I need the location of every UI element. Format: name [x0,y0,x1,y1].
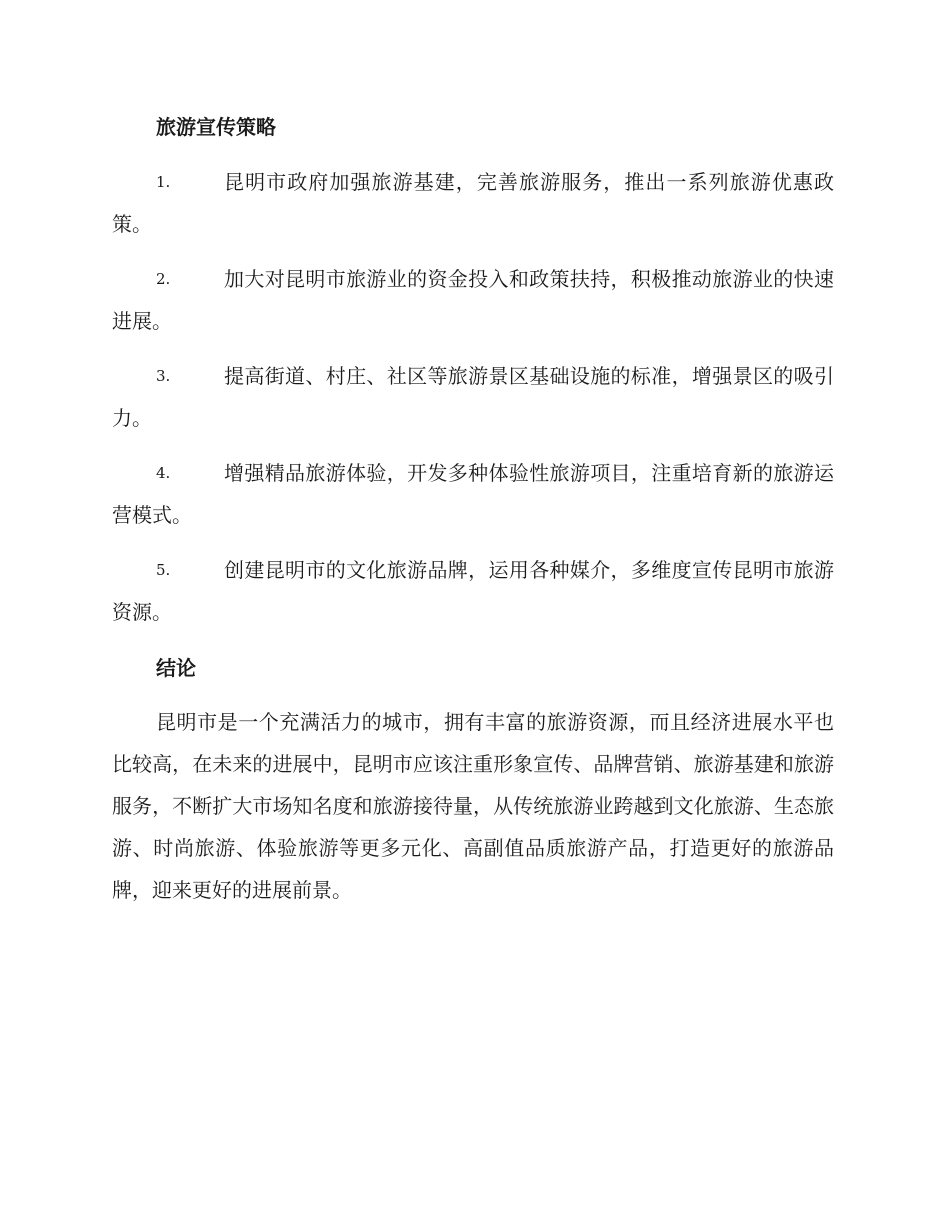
list-item [112,258,834,342]
list-item [112,161,834,245]
list-item [112,549,834,633]
list-item-text: 创建昆明市的文化旅游品牌，运用各种媒介，多维度宣传昆明市旅游资源。 [112,558,834,624]
list-item-number: 1. [156,173,171,191]
list-item-number: 4. [156,464,171,482]
list-item-text: 昆明市政府加强旅游基建，完善旅游服务，推出一系列旅游优惠政策。 [112,170,834,236]
list-item-text: 增强精品旅游体验，开发多种体验性旅游项目，注重培育新的旅游运营模式。 [112,461,834,527]
list-item-text: 提高街道、村庄、社区等旅游景区基础设施的标准，增强景区的吸引力。 [112,364,834,430]
section-heading-tourism-strategy: 旅游宣传策略 [156,115,276,139]
list-item-number: 2. [156,270,171,288]
list-item-number: 5. [156,561,171,579]
list-item [112,452,834,536]
list-item [112,355,834,439]
list-item-text: 加大对昆明市旅游业的资金投入和政策扶持，积极推动旅游业的快速进展。 [112,267,834,333]
conclusion-paragraph: 昆明市是一个充满活力的城市，拥有丰富的旅游资源，而且经济进展水平也比较高，在未来的进展中，昆明市应该注重形象宣传、品牌营销、旅游基建和旅游服务，不断扩大市场知名度和旅游接待量，从传统旅游业跨越到文化旅游、生态旅游、时尚旅游、体验旅游等更多元化、高副值品质旅游产品，打造更好的旅游品牌，迎来更好的进展前景。 [112,710,834,902]
list-item-number: 3. [156,367,171,385]
section-heading-conclusion: 结论 [156,656,196,680]
